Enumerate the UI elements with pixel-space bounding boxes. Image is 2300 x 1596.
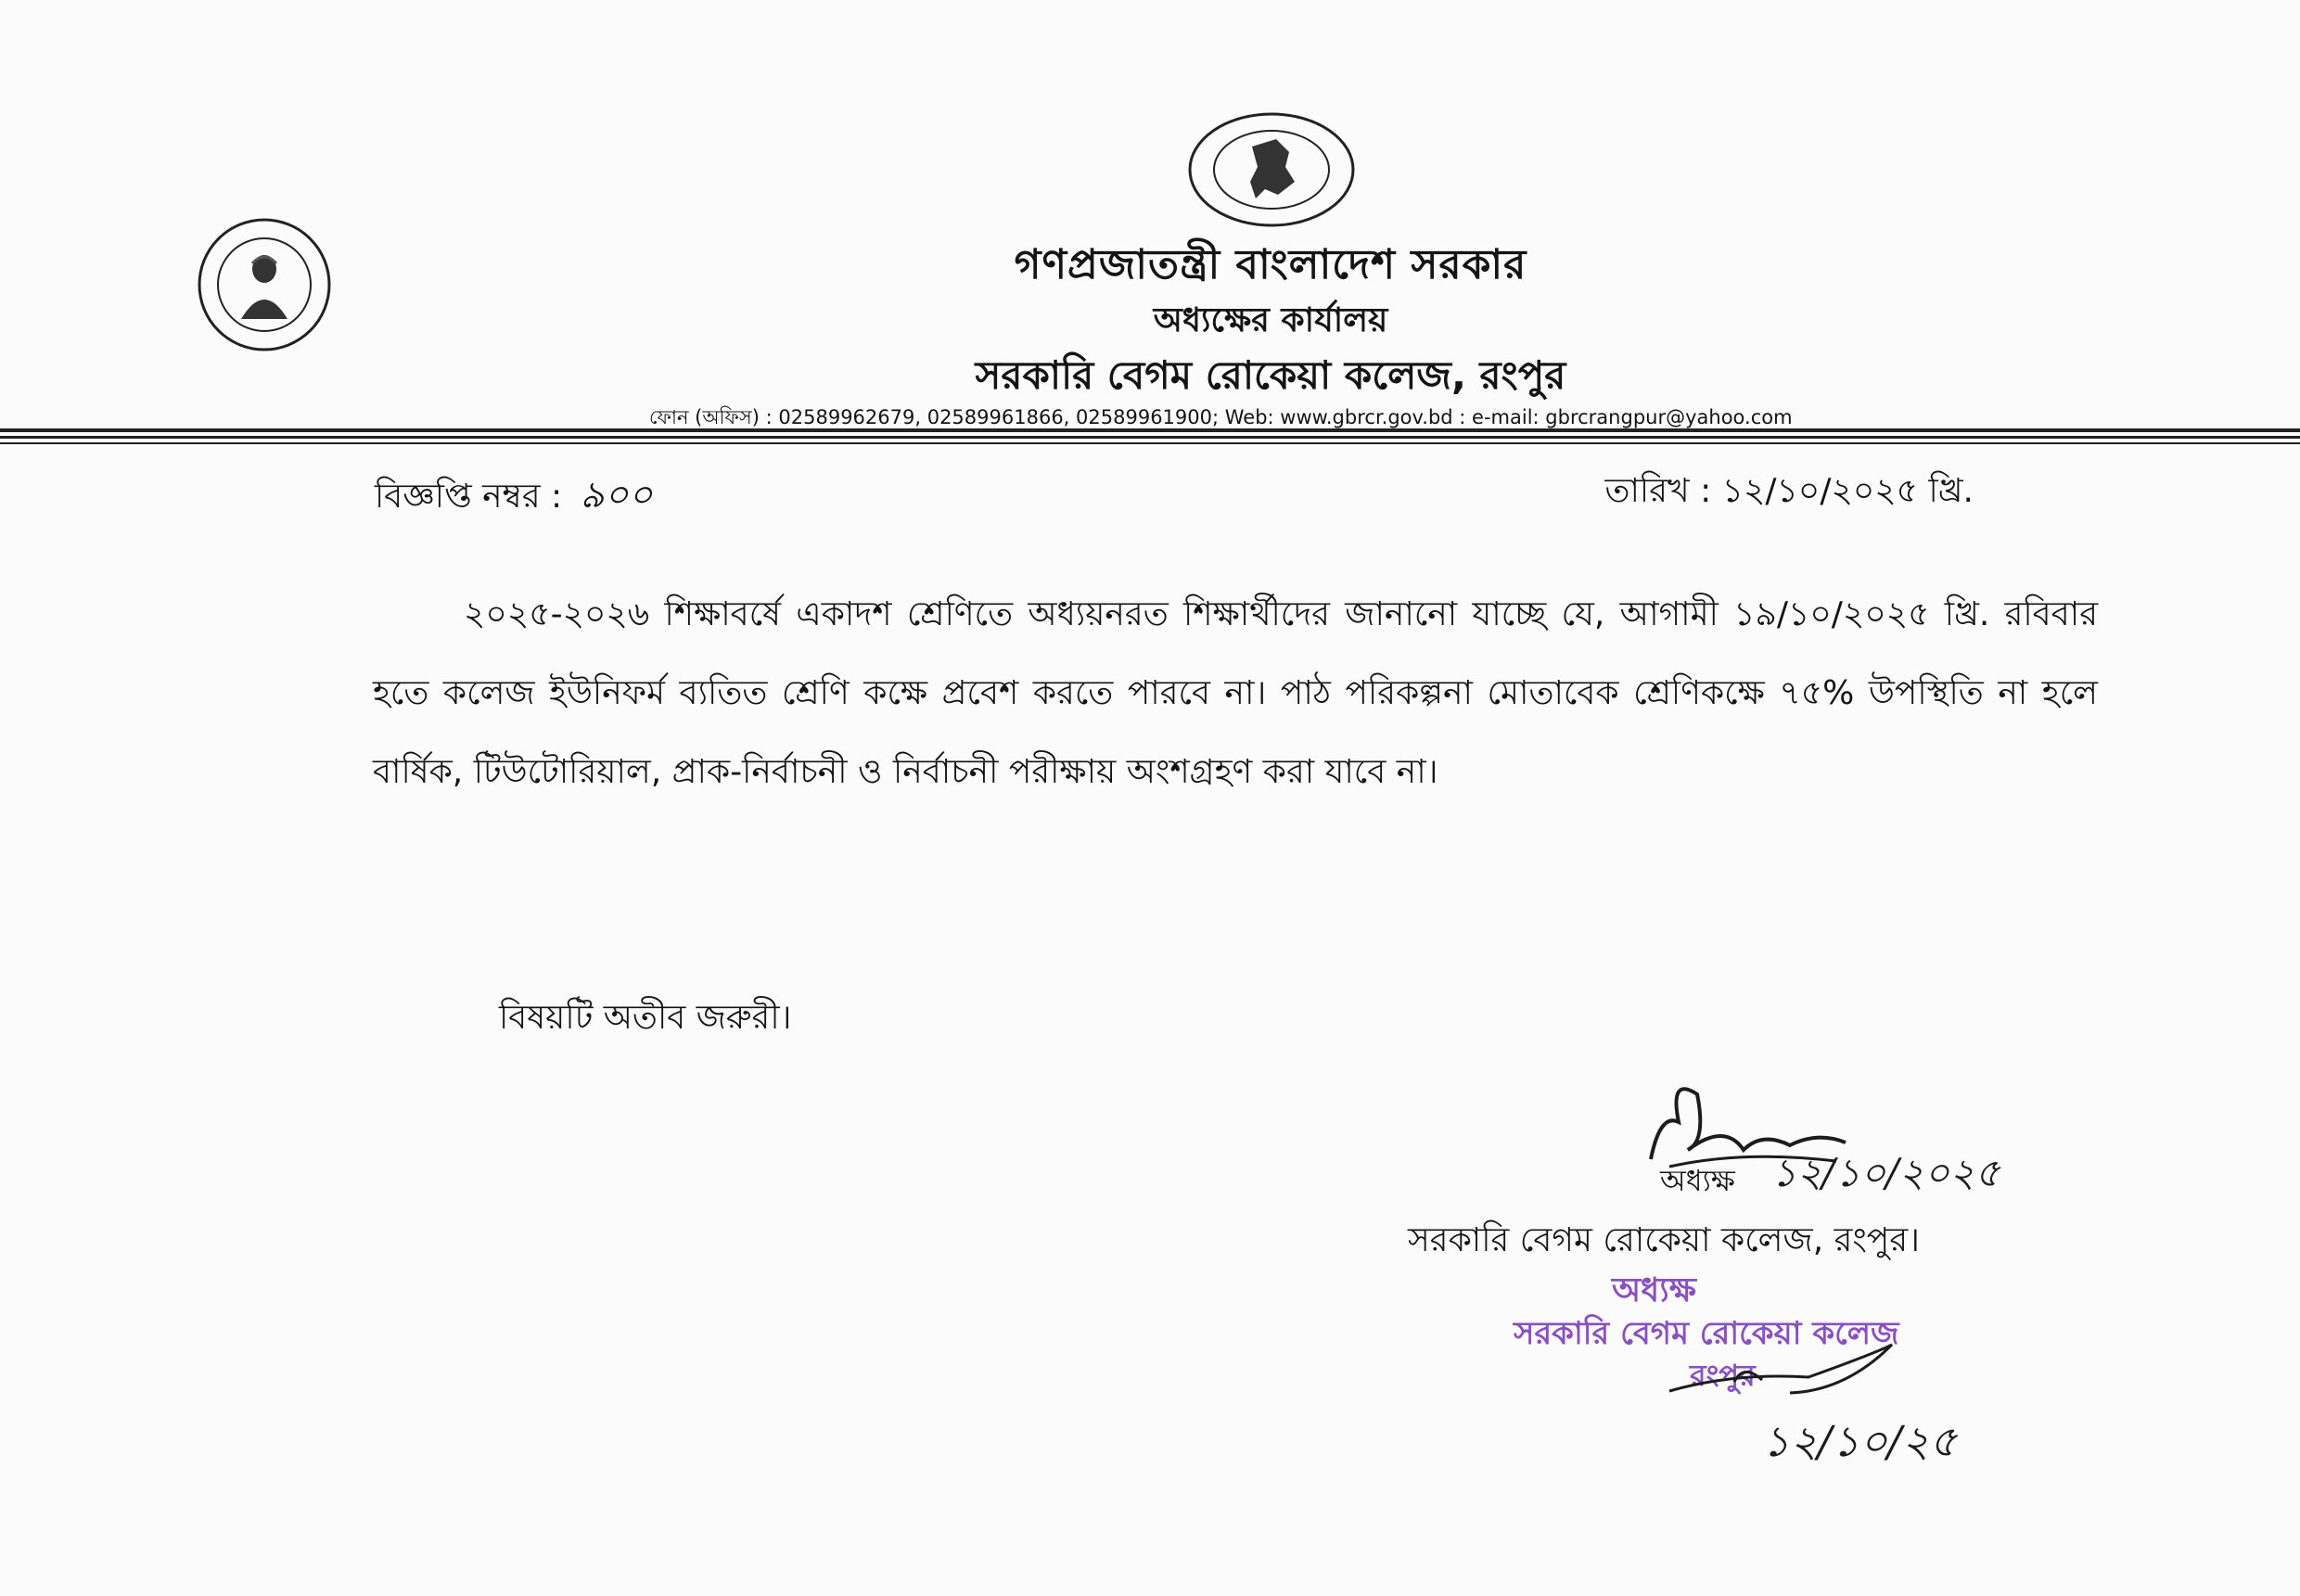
college-title: সরকারি বেগম রোকেয়া কলেজ, রংপুর — [975, 352, 1566, 398]
header-divider — [0, 442, 2300, 444]
stamp-college: সরকারি বেগম রোকেয়া কলেজ — [1514, 1315, 1899, 1352]
government-seal-icon — [1185, 109, 1358, 230]
stamp-city: রংপুর — [1690, 1358, 1756, 1393]
office-title: অধ্যক্ষের কার্যালয় — [1153, 301, 1388, 339]
contact-line: ফোন (অফিস) : 02589962679, 02589961866, 02589961900; Web: www.gbrcr.gov.bd : e-mail: gbrcrangpur@yahoo.com — [649, 406, 1793, 428]
urgent-line: বিষয়টি অতীব জরুরী। — [499, 999, 792, 1037]
stamp-title: অধ্যক্ষ — [1612, 1271, 1696, 1309]
notice-number-label: বিজ্ঞপ্তি নম্বর : — [375, 478, 563, 516]
signature-date: ১২/১০/২০২৫ — [1771, 1150, 2000, 1195]
stamp-signature — [1660, 1335, 1975, 1475]
notice-number-value: ৯০০ — [580, 474, 653, 517]
signatory-title: অধ্যক্ষ — [1660, 1163, 1735, 1198]
government-title: গণপ্রজাতন্ত্রী বাংলাদেশ সরকার — [1014, 241, 1527, 288]
signatory-college: সরকারি বেগম রোকেয়া কলেজ, রংপুর। — [1408, 1221, 1920, 1259]
stamp-signature-date: ১২/১০/২৫ — [1762, 1416, 1958, 1466]
header-divider — [0, 428, 2300, 432]
notice-body: ২০২৫-২০২৬ শিক্ষাবর্ষে একাদশ শ্রেণিতে অধ্যয়নরত শিক্ষার্থীদের জানানো যাচ্ছে যে, আগামী ১৯/১০/২০২৫ খ্রি. রবিবার হতে কলেজ ইউনিফর্ম ব্যতিত শ্রেণি কক্ষে প্রবেশ করতে পারবে না। পাঠ পরিকল্পনা মোতাবেক শ্রেণিকক্ষে ৭৫% উপস্থিতি না হলে বার্ষিক, টিউটোরিয়াল, প্রাক-নির্বাচনী ও নির্বাচনী পরীক্ষায় অংশগ্রহণ করা যাবে না। — [373, 595, 2098, 791]
notice-number — [375, 466, 653, 528]
notice-date: তারিখ : ১২/১০/২০২৫ খ্রি. — [1604, 472, 1974, 510]
header-divider — [0, 436, 2300, 439]
